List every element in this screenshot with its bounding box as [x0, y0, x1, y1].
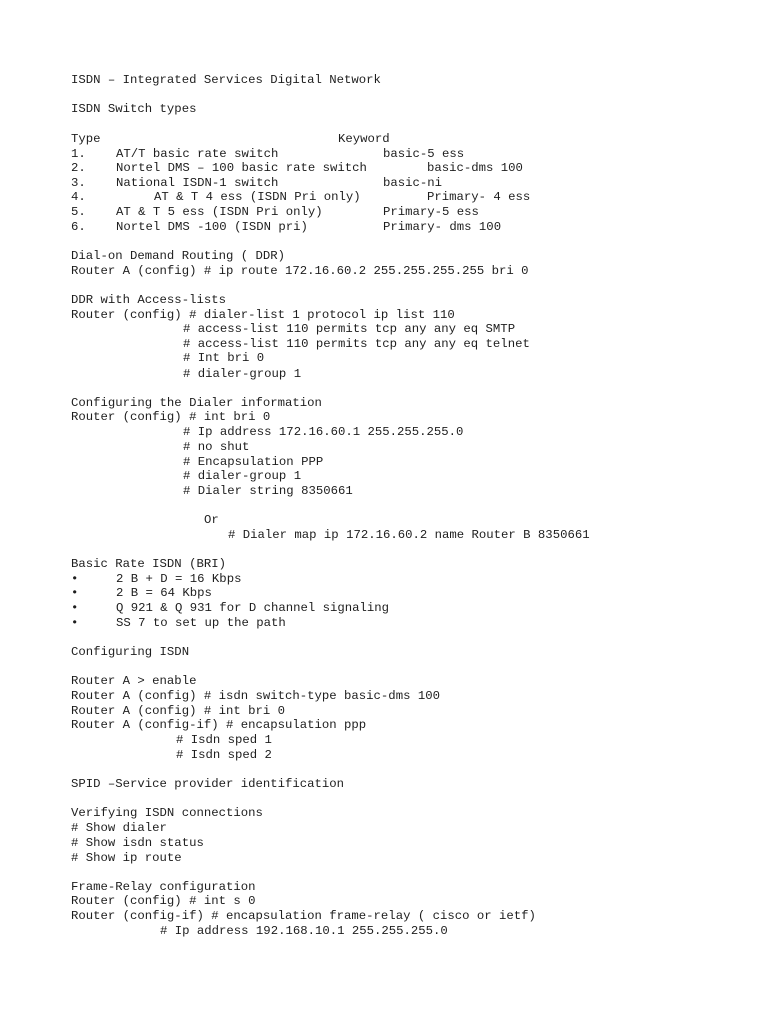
table-row-type: AT & T 5 ess (ISDN Pri only): [116, 205, 323, 219]
frame-relay-heading: Frame-Relay configuration: [71, 880, 256, 894]
config-isdn-line: Router A (config) # isdn switch-type basic-dms 100: [71, 689, 440, 703]
table-row-keyword: basic-ni: [383, 176, 443, 190]
table-row-num: 5.: [71, 205, 86, 219]
ddr-acl-line: # Int bri 0: [183, 351, 265, 365]
table-row-keyword: basic-5 ess: [383, 147, 465, 161]
table-row-num: 1.: [71, 147, 86, 161]
ddr-acl-line: # access-list 110 permits tcp any any eq telnet: [183, 337, 530, 351]
bri-item: SS 7 to set up the path: [116, 616, 286, 630]
spid-line: SPID –Service provider identification: [71, 777, 345, 791]
table-row-num: 3.: [71, 176, 86, 190]
table-row-type: Nortel DMS – 100 basic rate switch: [116, 161, 367, 175]
ddr-acl-line: # access-list 110 permits tcp any any eq SMTP: [183, 322, 516, 336]
dialer-info-or: Or: [204, 513, 219, 527]
verify-line: # Show ip route: [71, 851, 182, 865]
dialer-info-line: # no shut: [183, 440, 250, 454]
bullet-icon: •: [71, 601, 79, 615]
dialer-map-line: # Dialer map ip 172.16.60.2 name Router B 8350661: [228, 528, 590, 542]
frame-relay-line: Router (config) # int s 0: [71, 894, 256, 908]
verify-line: # Show isdn status: [71, 836, 204, 850]
table-row-keyword: basic-dms 100: [427, 161, 523, 175]
verify-heading: Verifying ISDN connections: [71, 806, 263, 820]
frame-relay-line: Router (config-if) # encapsulation frame-relay ( cisco or ietf): [71, 909, 536, 923]
ddr-acl-heading: DDR with Access-lists: [71, 293, 226, 307]
ddr-command: Router A (config) # ip route 172.16.60.2 255.255.255.255 bri 0: [71, 264, 529, 278]
table-header-keyword: Keyword: [338, 132, 390, 146]
frame-relay-line: # Ip address 192.168.10.1 255.255.255.0: [160, 924, 448, 938]
table-row-num: 6.: [71, 220, 86, 234]
bri-item: 2 B + D = 16 Kbps: [116, 572, 242, 586]
ddr-heading: Dial-on Demand Routing ( DDR): [71, 249, 286, 263]
ddr-acl-line: Router (config) # dialer-list 1 protocol ip list 110: [71, 308, 455, 322]
config-isdn-line: Router A (config-if) # encapsulation ppp: [71, 718, 367, 732]
table-row-type: National ISDN-1 switch: [116, 176, 279, 190]
dialer-info-line: Router (config) # int bri 0: [71, 410, 271, 424]
table-row-num: 4.: [71, 190, 86, 204]
document-title: ISDN – Integrated Services Digital Network: [71, 73, 381, 87]
config-isdn-line: Router A > enable: [71, 674, 197, 688]
table-row-keyword: Primary- 4 ess: [427, 190, 531, 204]
config-isdn-line: Router A (config) # int bri 0: [71, 704, 286, 718]
config-isdn-line: # Isdn sped 2: [176, 748, 272, 762]
dialer-info-line: # dialer-group 1: [183, 469, 302, 483]
bullet-icon: •: [71, 586, 79, 600]
bullet-icon: •: [71, 616, 79, 630]
table-row-type: AT/T basic rate switch: [116, 147, 279, 161]
table-header-type: Type: [71, 132, 101, 146]
dialer-info-line: # Ip address 172.16.60.1 255.255.255.0: [183, 425, 464, 439]
bri-heading: Basic Rate ISDN (BRI): [71, 557, 226, 571]
ddr-acl-line: # dialer-group 1: [183, 367, 302, 381]
bri-item: Q 921 & Q 931 for D channel signaling: [116, 601, 390, 615]
dialer-info-line: # Dialer string 8350661: [183, 484, 353, 498]
table-row-keyword: Primary- dms 100: [383, 220, 502, 234]
table-row-keyword: Primary-5 ess: [383, 205, 479, 219]
config-isdn-line: # Isdn sped 1: [176, 733, 272, 747]
bri-item: 2 B = 64 Kbps: [116, 586, 212, 600]
verify-line: # Show dialer: [71, 821, 167, 835]
config-isdn-heading: Configuring ISDN: [71, 645, 190, 659]
table-row-type: AT & T 4 ess (ISDN Pri only): [154, 190, 361, 204]
dialer-info-heading: Configuring the Dialer information: [71, 396, 322, 410]
dialer-info-line: # Encapsulation PPP: [183, 455, 324, 469]
table-row-type: Nortel DMS -100 (ISDN pri): [116, 220, 308, 234]
switch-types-heading: ISDN Switch types: [71, 102, 197, 116]
bullet-icon: •: [71, 572, 79, 586]
table-row-num: 2.: [71, 161, 86, 175]
